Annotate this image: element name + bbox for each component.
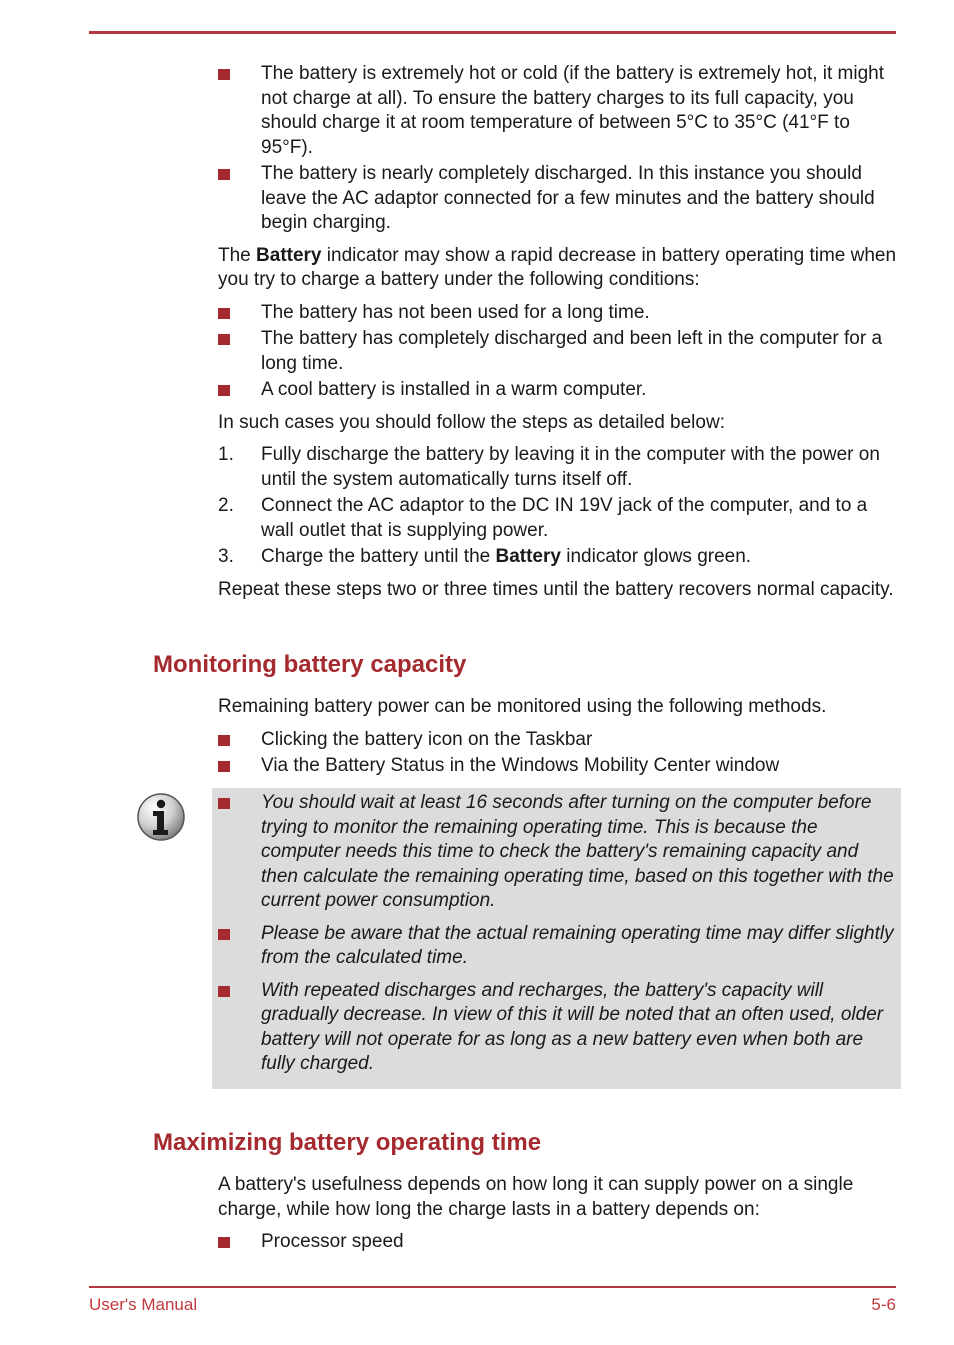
list-item: The battery has not been used for a long time. (218, 301, 898, 326)
square-bullet-icon (218, 798, 230, 809)
note-item: You should wait at least 16 seconds after turning on the computer before trying to monitor the remaining operating time. This is because the computer needs this time to check the battery's remaining capacity and then calculate the remaining operating time, based on this together with the current power consumption. (218, 791, 898, 914)
section-heading-maximizing: Maximizing battery operating time (153, 1129, 542, 1156)
list-item: The battery has completely discharged and been left in the computer for a long time. (218, 327, 898, 376)
square-bullet-icon (218, 986, 230, 997)
monitoring-list (218, 728, 898, 779)
step-item: 1. Fully discharge the battery by leaving it in the computer with the power on until the system automatically turns itself off. (218, 444, 880, 490)
list-item: A cool battery is installed in a warm computer. (218, 378, 898, 403)
steps-intro: In such cases you should follow the steps as detailed below: (218, 411, 725, 433)
repeat-paragraph: Repeat these steps two or three times until the battery recovers normal capacity. (218, 578, 894, 600)
header-rule (89, 31, 896, 34)
footer-rule (89, 1286, 896, 1288)
list-item: The battery is nearly completely discharged. In this instance you should leave the AC adaptor connected for a few minutes and the battery should begin charging. (218, 162, 898, 236)
square-bullet-icon (218, 334, 230, 345)
list-item: Via the Battery Status in the Windows Mobility Center window (218, 754, 898, 779)
note-list (218, 791, 898, 1077)
note-box (212, 788, 901, 1089)
info-icon (136, 792, 186, 842)
rapid-decrease-list (218, 301, 898, 403)
step-item: 2. Connect the AC adaptor to the DC IN 19V jack of the computer, and to a wall outlet that is supplying power. (218, 495, 868, 541)
list-item: The battery is extremely hot or cold (if the battery is extremely hot, it might not charge at all). To ensure the battery charges to its full capacity, you should charge it at room temperature of between 5°C to 35°C (41°F to 95°F). (218, 62, 898, 160)
maximizing-intro: A battery's usefulness depends on how long it can supply power on a single charge, while how long the charge lasts in a battery depends on: (218, 1174, 854, 1220)
square-bullet-icon (218, 761, 230, 772)
monitoring-block (218, 695, 898, 779)
conditions-list (218, 62, 898, 236)
page-number: 5-6 (871, 1295, 896, 1314)
maximizing-block (218, 1173, 898, 1255)
square-bullet-icon (218, 69, 230, 80)
square-bullet-icon (218, 308, 230, 319)
square-bullet-icon (218, 735, 230, 746)
list-item: Processor speed (218, 1230, 898, 1255)
square-bullet-icon (218, 929, 230, 940)
battery-indicator-paragraph: The Battery indicator may show a rapid decrease in battery operating time when you try to charge a battery under the following conditions: (218, 244, 897, 290)
square-bullet-icon (218, 385, 230, 396)
maximizing-list (218, 1230, 898, 1255)
square-bullet-icon (218, 169, 230, 180)
note-item: Please be aware that the actual remaining operating time may differ slightly from the calculated time. (218, 922, 898, 971)
note-item: With repeated discharges and recharges, the battery's capacity will gradually decrease. In view of this it will be noted that an often used, older battery will not operate for as long as a new battery even when both are fully charged. (218, 979, 898, 1077)
steps-list (218, 443, 898, 570)
section-heading-monitoring: Monitoring battery capacity (153, 651, 467, 678)
square-bullet-icon (218, 1237, 230, 1248)
list-item: Clicking the battery icon on the Taskbar (218, 728, 898, 753)
footer-title: User's Manual (89, 1295, 198, 1314)
step-item: 3. Charge the battery until the Battery indicator glows green. (218, 546, 752, 567)
monitoring-intro: Remaining battery power can be monitored using the following methods. (218, 696, 827, 717)
conditions-list-block (218, 62, 898, 602)
